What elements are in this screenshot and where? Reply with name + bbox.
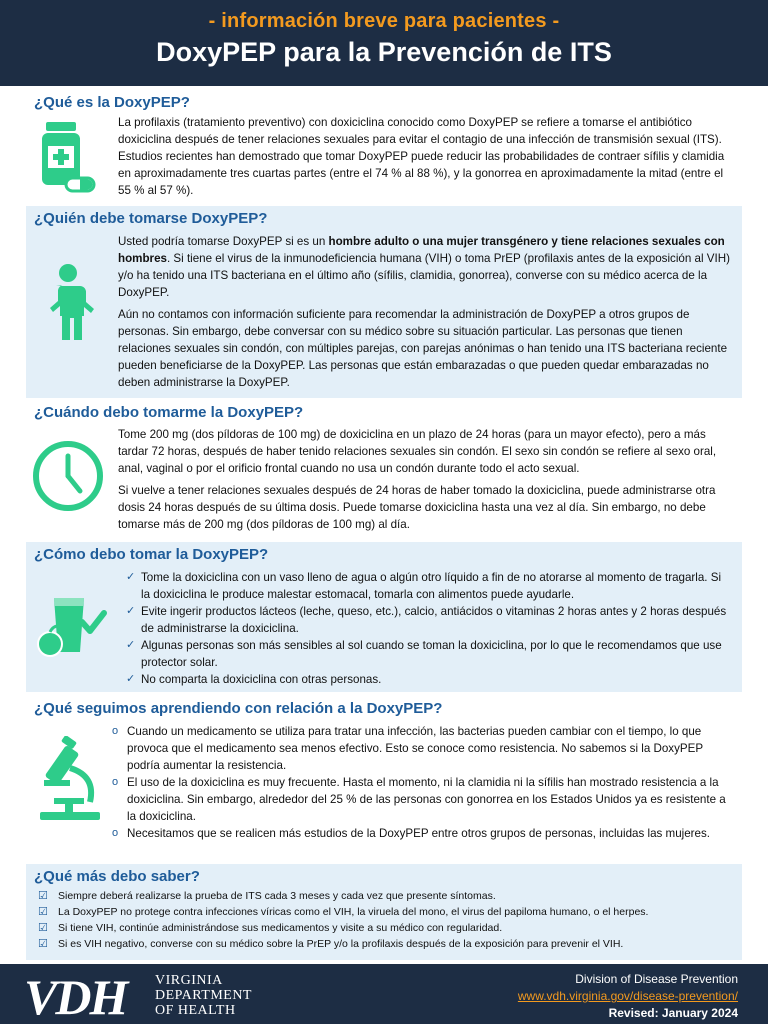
section-heading: ¿Cómo debo tomar la DoxyPEP? — [34, 546, 269, 563]
section-heading: ¿Qué más debo saber? — [34, 868, 200, 885]
list-item: ☑ Si es VIH negativo, converse con su médico sobre la PrEP y/o la profilaxis después de la exposición para prevenir el VIH. — [38, 938, 624, 950]
glass-apple-check-icon — [32, 588, 108, 669]
division-name: Division of Disease Prevention — [575, 972, 738, 986]
list-item: ✓ No comparta la doxiciclina con otras personas. — [126, 673, 382, 686]
person-icon — [36, 264, 100, 349]
paragraph: Aún no contamos con información suficiente para recomendar la administración de DoxyPEP a otros grupos de personas. Sin embargo, debe conversar con su médico sobre su situación particular. Las personas que tienen relaciones sexuales sin condón, con múltiples parejas, con parejas anónimas o han tenido una ITS bacteriana reciente pueden beneficiarse de la DoxyPEP. Las personas que están embarazadas o que pueden quedar embarazadas no deben administrarse la DoxyPEP. — [118, 308, 728, 389]
section-text — [112, 723, 732, 842]
section-when — [26, 400, 742, 540]
page-header — [0, 0, 768, 86]
pill-bottle-icon — [36, 122, 98, 199]
list-item: ✓ Evite ingerir productos lácteos (leche, queso, etc.), calcio, antiácidos o vitaminas 2 horas antes y 2 horas después de administrarse la doxiciclina. — [126, 605, 727, 635]
section-what-is — [26, 90, 742, 206]
checkbox-list — [38, 888, 732, 952]
page-subtitle: - información breve para pacientes - — [208, 10, 560, 32]
section-text — [118, 233, 732, 396]
page-footer — [0, 964, 768, 1024]
vdh-logo: VDH — [24, 969, 127, 1024]
bullet-list — [112, 723, 732, 842]
paragraph: Tome 200 mg (dos píldoras de 100 mg) de doxiciclina en un plazo de 24 horas (para un mayor efecto), pero a más tardar 72 horas, después de haber tenido relaciones sexuales sin condón. El sexo sin condón se refiere al sexo oral, anal, vaginal o por el orificio frontal cuando no usa un condón durante todo el acto sexual. — [118, 428, 717, 475]
section-how — [26, 542, 742, 692]
list-item: ☑ Si tiene VIH, continúe administrándose sus medicamentos y visite a su médico con regularidad. — [38, 922, 503, 934]
section-text — [118, 426, 732, 538]
section-heading: ¿Quién debe tomarse DoxyPEP? — [34, 210, 268, 227]
clock-icon — [30, 438, 106, 519]
paragraph: Si vuelve a tener relaciones sexuales después de 24 horas de haber tomado la doxiciclina, puede administrarse otra dosis 24 horas después de su última dosis. Puede tomarse doxiciclina hasta una vez al día. Sin embargo, no debe tomarse más de 200 mg (dos píldoras de 100 mg) al día. — [118, 484, 716, 531]
paragraph: La profilaxis (tratamiento preventivo) con doxiciclina conocido como DoxyPEP se refiere a tomarse el antibiótico doxiciclina después de tener relaciones sexuales para evitar el contagio de una infección de transmisión sexual (ITS). Estudios recientes han demostrado que tomar DoxyPEP puede reducir las probabilidades de contraer sífilis y clamidia en aproximadamente tres cuartas partes (entre el 74 % al 88 %), y la gonorrea en aproximadamente la mitad (entre el 55 % al 57 %). — [118, 116, 725, 197]
list-item: ☑ La DoxyPEP no protege contra infecciones víricas como el VIH, la viruela del mono, el virus del papiloma humano, o el herpes. — [38, 906, 649, 918]
section-text — [38, 888, 732, 952]
list-item: ☑ Siempre deberá realizarse la prueba de ITS cada 3 meses y cada vez que presente síntomas. — [38, 890, 496, 902]
list-item: o El uso de la doxiciclina es muy frecuente. Hasta el momento, ni la clamidia ni la sífilis han mostrado resistencia a la doxiciclina. Sin embargo, alrededor del 25 % de las personas con gonorrea en los Estados Unidos ya es resistente a la doxiciclina. — [112, 776, 726, 823]
paragraph: Usted podría tomarse DoxyPEP si es un hombre adulto o una mujer transgénero y tiene relaciones sexuales con hombres. Si tiene el virus de la inmunodeficiencia humana (VIH) o toma PrEP (profilaxis antes de la exposición al VIH) y/o ha tenido una ITS bacteriana en el último año (sífilis, clamidia, gonorrea), converse con su médico acerca de la DoxyPEP. — [118, 235, 730, 299]
section-heading: ¿Qué es la DoxyPEP? — [34, 94, 190, 111]
section-heading: ¿Cuándo debo tomarme la DoxyPEP? — [34, 404, 304, 421]
website-link[interactable]: www.vdh.virginia.gov/disease-prevention/ — [517, 989, 738, 1003]
list-item: ✓ Tome la doxiciclina con un vaso lleno de agua o algún otro líquido a fin de no atorarse al momento de tragarla. Si la doxiciclina le produce malestar estomacal, tomarla con alimentos puede ayudarle. — [126, 571, 722, 601]
vdh-logo-text: VIRGINIA DEPARTMENT OF HEALTH — [155, 973, 252, 1018]
page-title: DoxyPEP para la Prevención de ITS — [156, 37, 612, 67]
footer-info — [518, 971, 738, 1022]
section-who — [26, 206, 742, 398]
section-learning — [26, 696, 742, 860]
list-item: o Necesitamos que se realicen más estudios de la DoxyPEP entre otros grupos de personas, incluidas las mujeres. — [112, 827, 710, 840]
section-text — [118, 114, 732, 204]
microscope-icon — [34, 736, 106, 827]
check-list — [126, 569, 732, 688]
list-item: ✓ Algunas personas son más sensibles al sol cuando se toman la doxiciclina, por lo que le recomendamos que use protector solar. — [126, 639, 722, 669]
revision-date: Revised: January 2024 — [608, 1006, 738, 1020]
section-text — [126, 569, 732, 688]
section-more — [26, 864, 742, 960]
section-heading: ¿Qué seguimos aprendiendo con relación a la DoxyPEP? — [34, 700, 443, 717]
list-item: o Cuando un medicamento se utiliza para tratar una infección, las bacterias pueden cambiar con el tiempo, lo que provoca que el medicamento sea menos efectivo. Esto se conoce como resistencia. No sabemos si la DoxyPEP podría aumentar la resistencia. — [112, 725, 703, 772]
